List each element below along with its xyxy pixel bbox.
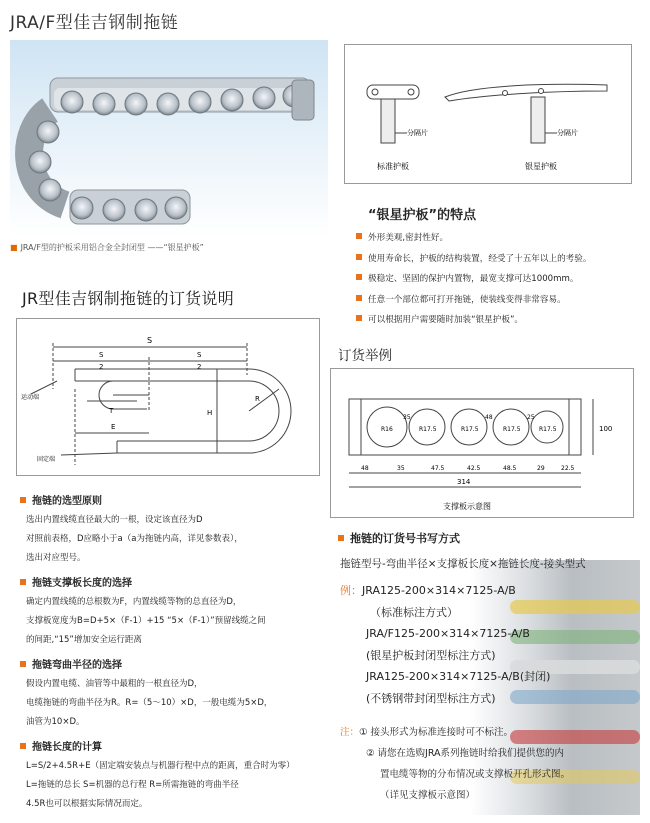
product-photo <box>10 40 328 236</box>
bullet-icon <box>356 274 362 280</box>
feature-item <box>356 269 646 290</box>
dim-t-label: T <box>109 407 114 415</box>
section-heading-text: 拖链弯曲半径的选择 <box>32 660 122 671</box>
radius-label: R16 <box>381 426 393 433</box>
section-line: L=S/2+4.5R+E（固定端安装点与机器行程中点的距离，重合时为零） <box>26 761 295 771</box>
inner-dim-label: 48 <box>485 414 493 421</box>
dim-s-label: S <box>147 336 153 345</box>
bullet-icon <box>20 661 26 667</box>
note-line: （详见支撑板示意图） <box>380 790 476 801</box>
features-list <box>356 228 646 331</box>
example-line: JRA/F125-200×314×7125-A/B <box>366 627 530 640</box>
note-line: ② 请您在选购JRA系列拖链时给我们提供您的内 <box>366 748 565 759</box>
dim-s-half-num: S <box>99 351 104 359</box>
section-heading <box>20 656 336 671</box>
features-title: “银星护板”的特点 <box>368 208 477 223</box>
feature-text: 任意一个部位都可打开拖链，使装线变得非常容易。 <box>368 294 566 305</box>
example-code: JRA125-200×314×7125-A/B <box>362 584 516 597</box>
photo-caption <box>10 242 204 253</box>
feature-text: 使用寿命长，护板的结构装置，经受了十五年以上的考验。 <box>368 253 592 264</box>
caption-marker-icon: ■ <box>10 243 18 252</box>
section-line: 确定内置线缆的总根数为F，内置线缆等物的总直径为D， <box>26 597 242 607</box>
section-line: 假设内置电缆、油管等中最粗的一根直径为D， <box>26 679 203 689</box>
example-line: （标准标注方式） <box>370 605 458 619</box>
selection-guide <box>20 486 336 814</box>
feature-item <box>356 249 646 270</box>
section-line: 选出对应型号。 <box>26 553 86 563</box>
section-heading-text: 拖链的选型原则 <box>32 496 102 507</box>
photo-caption-text: JRA/F型的护板采用铝合金全封闭型 ——“银星护板” <box>20 243 204 252</box>
bullet-icon <box>20 497 26 503</box>
example-line: (不锈钢带封闭型标注方式) <box>366 691 496 705</box>
section-line: 对照前表格，D应略小于a（a为拖链内高，详见参数表）， <box>26 534 243 544</box>
bullet-icon <box>356 295 362 301</box>
section-line: 电缆拖链的弯曲半径为R。R=（5～10）×D，一般电缆为5×D， <box>26 698 273 708</box>
jr-order-title: JR型佳吉钢制拖链的订货说明 <box>22 289 235 308</box>
section-heading <box>20 574 336 589</box>
feature-item <box>356 310 646 331</box>
bullet-icon <box>356 315 362 321</box>
dim-s-half2-num: S <box>197 351 202 359</box>
drag-chain-illustration <box>10 40 328 236</box>
page-title: JRA/F型佳吉钢制拖链 <box>10 13 179 33</box>
dimension-diagram <box>16 318 320 476</box>
fixed-end-leader <box>61 453 117 455</box>
radius-label: R17.5 <box>539 426 557 433</box>
order-notes <box>340 722 640 806</box>
support-diagram-caption: 支撑板示意图 <box>443 502 491 511</box>
inner-dim-label: 35 <box>403 414 411 421</box>
segment-dim-label: 29 <box>537 465 545 472</box>
dim-r-label: R <box>255 395 260 403</box>
feature-text: 极稳定、坚固的保护内置物，最宽支撑可达1000mm。 <box>368 274 579 284</box>
standard-divider-label: 分隔片 <box>407 129 428 137</box>
order-code-title <box>338 530 460 546</box>
radius-label: R17.5 <box>419 426 437 433</box>
inner-dim-label: 25 <box>527 414 535 421</box>
example-line <box>340 580 550 602</box>
dim-r-line <box>249 389 279 411</box>
section-heading-text: 拖链支撑板长度的选择 <box>32 578 132 589</box>
fixed-end-label: 固定端 <box>37 456 56 463</box>
example-line: (银星护板封闭型标注方式) <box>366 648 496 662</box>
silver-plate-label: 银星护板 <box>525 162 557 171</box>
total-dim-label: 314 <box>457 478 471 486</box>
section-line: 4.5R也可以根据实际情况而定。 <box>26 799 148 809</box>
order-code-title-text: 拖链的订货号书写方式 <box>350 532 460 545</box>
feature-item <box>356 290 646 311</box>
order-examples <box>340 580 550 709</box>
feature-text: 外形美观,密封性好。 <box>368 233 449 243</box>
bullet-icon <box>338 535 344 541</box>
moving-end-leader <box>31 381 57 394</box>
section-heading <box>20 738 336 753</box>
section-line: 油管为10×D。 <box>26 717 85 727</box>
segment-dim-label: 48.5 <box>503 465 517 472</box>
standard-plate-label: 标准护板 <box>377 162 409 171</box>
section-line: L=拖链的总长 S=机器的总行程 R=所需拖链的弯曲半径 <box>26 780 239 790</box>
note-line <box>340 722 640 743</box>
example-line: JRA125-200×314×7125-A/B(封闭) <box>366 670 551 683</box>
feature-item <box>356 228 646 249</box>
example-label: 例： <box>340 584 362 597</box>
note-text: ① 接头形式为标准连接时可不标注。 <box>359 727 514 738</box>
dim-h-label: H <box>207 409 213 417</box>
section-line: 选出内置线缆直径最大的一根，设定该直径为D <box>26 515 203 525</box>
note-line: 置电缆等物的分布情况或支撑板开孔形式图。 <box>380 769 571 780</box>
dim-height-label: 100 <box>599 425 613 433</box>
support-plate-diagram <box>330 368 634 518</box>
dim-s-half-den: 2 <box>99 363 104 371</box>
silver-plate-drawing <box>445 84 607 143</box>
segment-dim-label: 47.5 <box>431 465 445 472</box>
segment-dim-label: 48 <box>361 465 369 472</box>
note-label: 注： <box>340 727 360 738</box>
dim-e-label: E <box>111 423 116 431</box>
segment-dim-label: 42.5 <box>467 465 481 472</box>
silver-divider-label: 分隔片 <box>557 129 578 137</box>
segment-dim-label: 35 <box>397 465 405 472</box>
section-line: 支撑板宽度为B=D+5×（F-1）+15 “5×（F-1）”预留线缆之间 <box>26 616 266 626</box>
section-line: 的间距,“15”增加安全运行距离 <box>26 635 142 645</box>
bullet-icon <box>356 254 362 260</box>
radius-label: R17.5 <box>503 426 521 433</box>
bullet-icon <box>20 579 26 585</box>
bullet-icon <box>20 743 26 749</box>
order-code-format: 拖链型号-弯曲半径×支撑板长度×拖链长度-接头型式 <box>340 558 586 570</box>
section-heading-text: 拖链长度的计算 <box>32 742 102 753</box>
bullet-icon <box>356 233 362 239</box>
section-heading <box>20 492 336 507</box>
dim-s-half2-den: 2 <box>197 363 202 371</box>
segment-dim-label: 22.5 <box>561 465 575 472</box>
feature-text: 可以根据用户需要随时加装“银星护板”。 <box>368 315 523 325</box>
cover-plate-diagram <box>344 44 632 184</box>
order-example-title: 订货举例 <box>338 348 392 364</box>
radius-label: R17.5 <box>461 426 479 433</box>
moving-end-label: 运动端 <box>21 394 40 401</box>
chain-outline-inner <box>75 381 279 441</box>
